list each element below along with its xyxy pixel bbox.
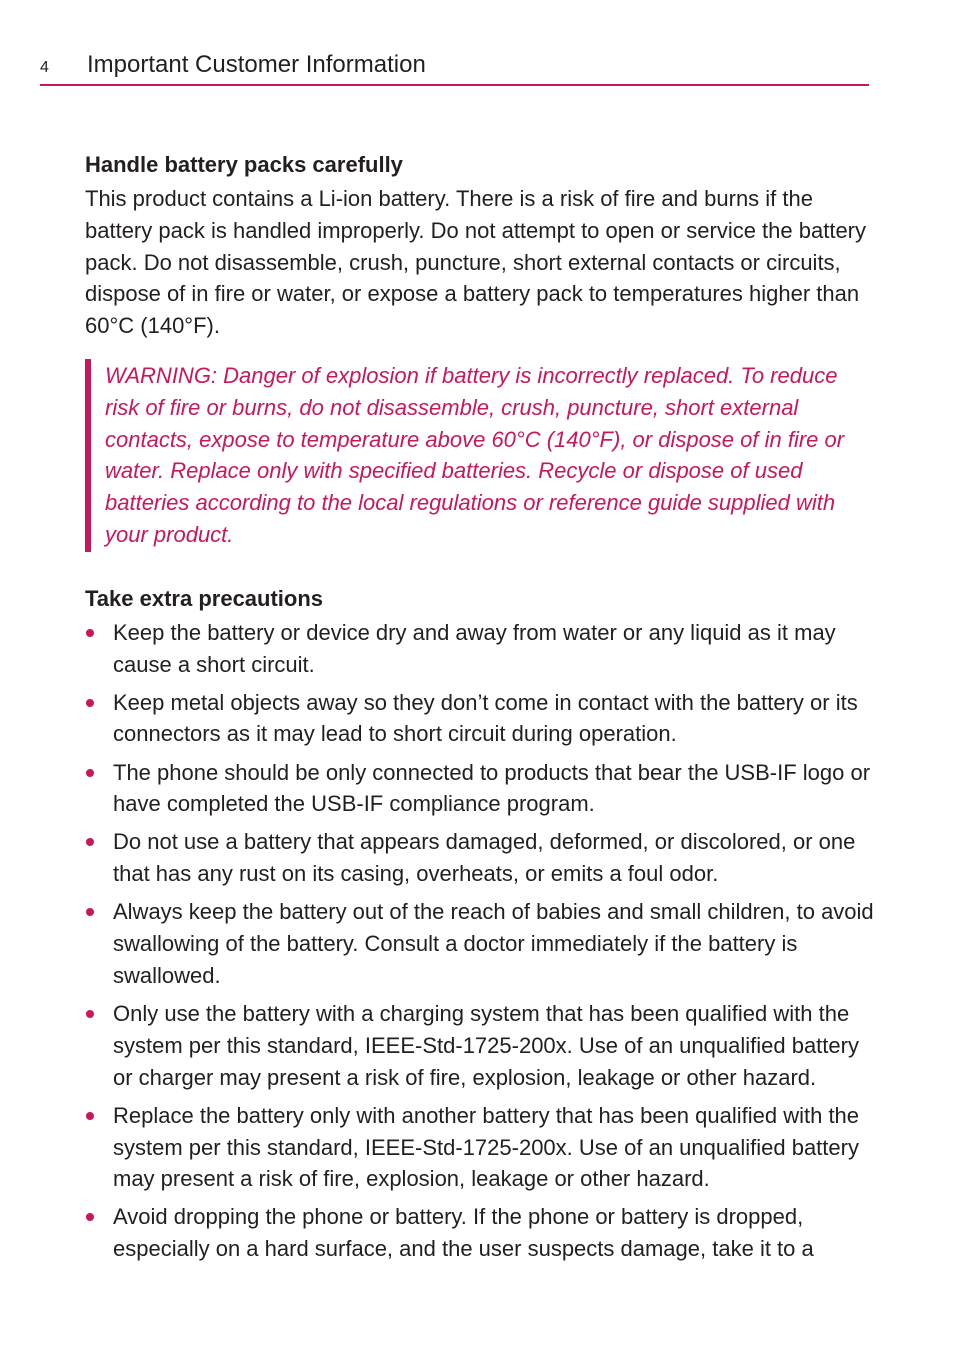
bullet-icon: [86, 908, 94, 916]
section-heading-precautions: Take extra precautions: [85, 585, 324, 611]
list-item-text: Always keep the battery out of the reach of babies and small children, to avoid swallowing of the battery. Consult a doctor immediately if the battery is swallowed.: [113, 899, 874, 988]
precautions-list: [85, 617, 875, 1265]
precautions-section: [85, 584, 875, 1265]
header-title: Important Customer Information: [87, 51, 426, 78]
battery-paragraph: This product contains a Li-ion battery. There is a risk of fire and burns if the battery pack is handled improperly. Do not attempt to open or service the battery pack. Do not disassemble, crush, puncture, short external contacts or circuits, dispose of in fire or water, or expose a battery pack to temperatures higher than 60°C (140°F).: [85, 186, 866, 339]
list-item-text: Only use the battery with a charging system that has been qualified with the system per this standard, IEEE-Std-1725-200x. Use of an unqualified battery or charger may present a risk of fire, explosion, leakage or other hazard.: [113, 1001, 859, 1090]
page-header: [40, 50, 869, 86]
bullet-icon: [86, 629, 94, 637]
bullet-icon: [86, 1112, 94, 1120]
list-item: [85, 757, 875, 821]
bullet-icon: [86, 769, 94, 777]
list-item-text: Keep metal objects away so they don’t come in contact with the battery or its connectors as it may lead to short circuit during operation.: [113, 689, 858, 747]
bullet-icon: [86, 838, 94, 846]
bullet-icon: [86, 1010, 94, 1018]
list-item-text: Do not use a battery that appears damaged, deformed, or discolored, or one that has any rust on its casing, overheats, or emits a foul odor.: [113, 829, 856, 887]
bullet-icon: [86, 1213, 94, 1221]
warning-callout: WARNING: Danger of explosion if battery is incorrectly replaced. To reduce risk of fire or burns, do not disassemble, crush, puncture, short external contacts, expose to temperature above 60°C (140°F), or dispose of in fire or water. Replace only with specified batteries. Recycle or dispose of used batteries according to the local regulations or reference guide supplied with your product.: [85, 359, 875, 552]
list-item-text: Avoid dropping the phone or battery. If the phone or battery is dropped, especially on a hard surface, and the user suspects damage, take it to a: [113, 1204, 814, 1262]
list-item: [85, 998, 875, 1093]
list-item: [85, 617, 875, 681]
bullet-icon: [86, 699, 94, 707]
section-heading-handle-battery: Handle battery packs carefully: [85, 152, 403, 177]
page-number: 4: [40, 59, 49, 76]
list-item-text: Replace the battery only with another battery that has been qualified with the system per this standard, IEEE-Std-1725-200x. Use of an unqualified battery may present a risk of fire, explosion, leakage or other hazard.: [113, 1102, 860, 1192]
battery-handling-section: [85, 150, 875, 552]
list-item-text: Keep the battery or device dry and away from water or any liquid as it may cause a short circuit.: [113, 619, 836, 677]
list-item-text: The phone should be only connected to products that bear the USB-IF logo or have completed the USB-IF compliance program.: [113, 759, 871, 817]
list-item: [85, 1100, 875, 1195]
list-item: [85, 1201, 875, 1265]
list-item: [85, 826, 875, 890]
page-content: [85, 150, 875, 1271]
list-item: [85, 687, 875, 751]
list-item: [85, 896, 875, 991]
